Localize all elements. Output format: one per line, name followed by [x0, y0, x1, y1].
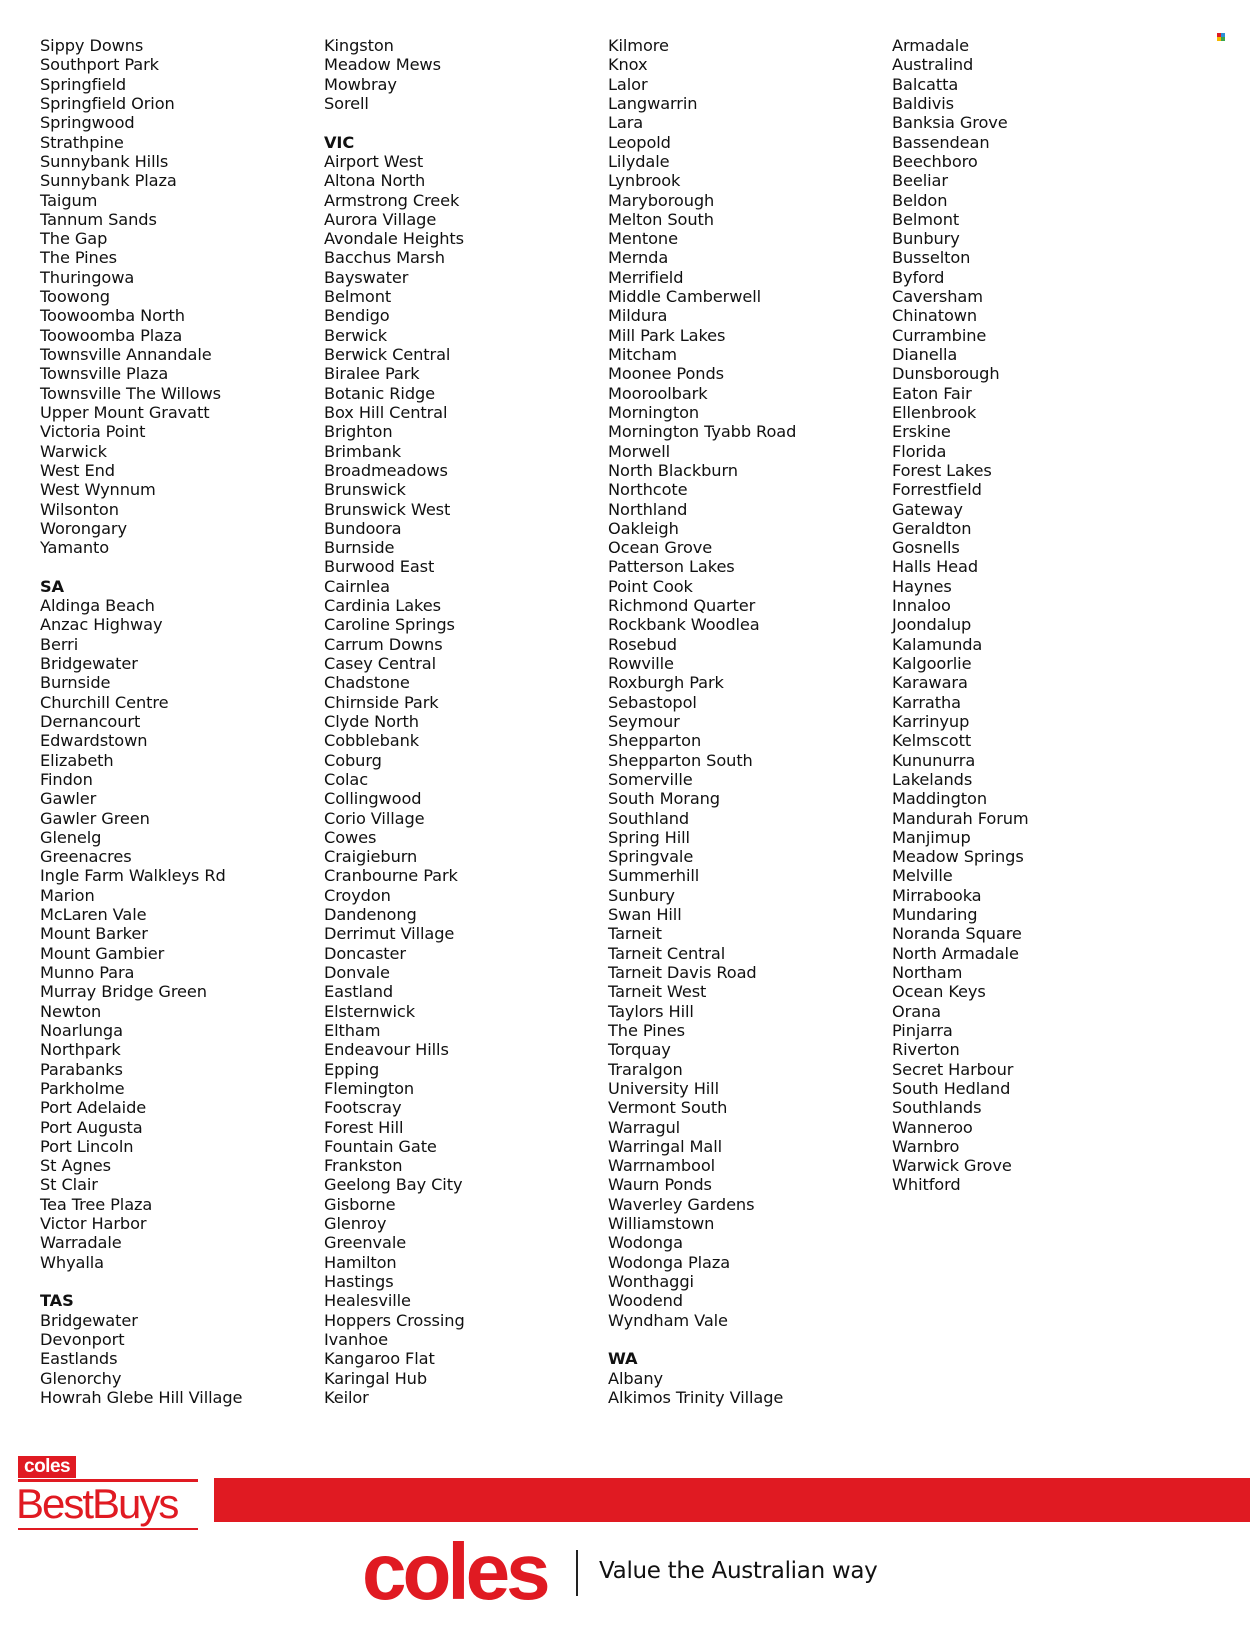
store-name: Hoppers Crossing: [324, 1310, 465, 1330]
store-name: Maddington: [892, 789, 987, 809]
store-name: Altona North: [324, 171, 426, 191]
store-name: West End: [40, 460, 115, 480]
store-name: Footscray: [324, 1098, 402, 1118]
store-name: Mornington: [608, 402, 700, 422]
store-column-4: [892, 36, 1182, 1195]
store-name: The Pines: [608, 1020, 685, 1040]
store-name: Meadow Springs: [892, 847, 1024, 867]
store-name: Churchill Centre: [40, 692, 169, 712]
store-column-2: [324, 36, 614, 1407]
store-name: Worongary: [40, 518, 127, 538]
store-name: Karawara: [892, 673, 968, 693]
store-name: Greenvale: [324, 1233, 407, 1253]
store-name: Keilor: [324, 1387, 369, 1407]
store-name: Noranda Square: [892, 924, 1022, 944]
store-name: Eaton Fair: [892, 383, 972, 403]
store-name: Cobblebank: [324, 731, 420, 751]
store-name: Williamstown: [608, 1214, 715, 1234]
store-name: Woodend: [608, 1291, 683, 1311]
store-name: Tarneit West: [608, 982, 707, 1002]
store-name: Bacchus Marsh: [324, 248, 445, 268]
store-name: Forrestfield: [892, 480, 982, 500]
store-name: Berwick: [324, 325, 388, 345]
store-name: Springwood: [40, 113, 135, 133]
section-spacer: [608, 1330, 898, 1349]
store-name: Sunnybank Plaza: [40, 171, 177, 191]
store-name: Karingal Hub: [324, 1368, 428, 1388]
store-name: Torquay: [608, 1040, 671, 1060]
store-name: Bunbury: [892, 229, 960, 249]
store-name: Endeavour Hills: [324, 1040, 449, 1060]
store-name: Broadmeadows: [324, 460, 448, 480]
store-name: Edwardstown: [40, 731, 148, 751]
store-name: Wanneroo: [892, 1117, 973, 1137]
store-name: Innaloo: [892, 596, 951, 616]
store-name: Melville: [892, 866, 953, 886]
store-name: Beldon: [892, 190, 948, 210]
store-name: Warringal Mall: [608, 1136, 722, 1156]
store-name: Murray Bridge Green: [40, 982, 207, 1002]
store-name: Kangaroo Flat: [324, 1349, 435, 1369]
store-name: Kingston: [324, 36, 394, 55]
store-name: Eastland: [324, 982, 394, 1002]
store-name: Glenelg: [40, 827, 102, 847]
store-name: Maryborough: [608, 190, 715, 210]
store-name: Tarneit: [608, 924, 662, 944]
store-name: Burwood East: [324, 557, 435, 577]
store-name: Mooroolbark: [608, 383, 708, 403]
store-name: South Morang: [608, 789, 720, 809]
store-name: Botanic Ridge: [324, 383, 436, 403]
store-name: Victor Harbor: [40, 1214, 147, 1234]
store-name: Waurn Ponds: [608, 1175, 712, 1195]
store-name: Casey Central: [324, 654, 436, 673]
store-name: Coburg: [324, 750, 382, 770]
store-name: Mitcham: [608, 345, 677, 364]
store-name: Dunsborough: [892, 364, 1000, 384]
store-name: Banksia Grove: [892, 113, 1008, 133]
store-name: Southport Park: [40, 55, 159, 75]
store-name: Cowes: [324, 827, 377, 847]
store-name: Carrum Downs: [324, 634, 443, 654]
store-name: Lilydale: [608, 151, 670, 171]
store-name: Caroline Springs: [324, 615, 455, 635]
store-name: Langwarrin: [608, 93, 698, 113]
store-name: Toowoomba North: [40, 306, 185, 326]
store-name: Belmont: [324, 287, 392, 307]
bestbuys-rule-bottom: [18, 1528, 198, 1530]
store-name: Craigieburn: [324, 847, 418, 867]
store-name: Busselton: [892, 248, 971, 268]
store-name: Townsville Annandale: [40, 345, 212, 364]
store-name: Mount Gambier: [40, 943, 165, 963]
store-name: Derrimut Village: [324, 924, 455, 944]
store-name: Mirrabooka: [892, 885, 982, 905]
store-name: Traralgon: [608, 1059, 683, 1079]
store-name: Bendigo: [324, 306, 390, 326]
store-name: Elizabeth: [40, 750, 114, 770]
store-name: Alkimos Trinity Village: [608, 1387, 784, 1407]
store-name: Lara: [608, 113, 644, 133]
tagline-divider: [576, 1550, 578, 1596]
store-name: Caversham: [892, 287, 983, 307]
store-name: Fountain Gate: [324, 1136, 437, 1156]
store-name: Patterson Lakes: [608, 557, 735, 577]
store-name: Parkholme: [40, 1078, 125, 1098]
store-name: Roxburgh Park: [608, 673, 724, 693]
store-name: Summerhill: [608, 866, 700, 886]
store-name: Kalamunda: [892, 634, 983, 654]
store-name: Chinatown: [892, 306, 978, 326]
store-column-1: [40, 36, 330, 1407]
store-name: Epping: [324, 1059, 380, 1079]
store-name: Mernda: [608, 248, 669, 268]
store-column-3: [608, 36, 898, 1407]
store-name: Currambine: [892, 325, 987, 345]
store-name: Berwick Central: [324, 345, 451, 364]
store-name: Gosnells: [892, 538, 960, 558]
store-name: Tannum Sands: [40, 209, 157, 229]
store-name: Sunbury: [608, 885, 675, 905]
store-name: Parabanks: [40, 1059, 123, 1079]
store-name: Northcote: [608, 480, 688, 500]
store-name: Munno Para: [40, 963, 135, 982]
store-name: Spring Hill: [608, 827, 690, 847]
store-name: Frankston: [324, 1156, 403, 1176]
state-heading: TAS: [40, 1291, 74, 1311]
store-name: Bridgewater: [40, 654, 138, 673]
store-name: Ellenbrook: [892, 402, 977, 422]
store-name: Warnbro: [892, 1136, 960, 1156]
store-name: Rosebud: [608, 634, 677, 654]
store-name: Karrinyup: [892, 711, 970, 731]
store-name: Sippy Downs: [40, 36, 144, 55]
store-name: Southland: [608, 808, 690, 828]
store-name: Kalgoorlie: [892, 654, 972, 673]
store-name: Vermont South: [608, 1098, 728, 1118]
store-name: Hastings: [324, 1272, 394, 1291]
store-name: Northpark: [40, 1040, 121, 1060]
store-name: Strathpine: [40, 132, 124, 152]
store-name: Dianella: [892, 345, 958, 364]
store-name: Eastlands: [40, 1349, 118, 1369]
store-name: Mundaring: [892, 905, 978, 925]
store-name: Springfield Orion: [40, 93, 175, 113]
store-name: Aurora Village: [324, 209, 437, 229]
store-name: Gawler Green: [40, 808, 150, 828]
store-name: Colac: [324, 769, 369, 789]
store-name: Springvale: [608, 847, 694, 867]
store-name: Warrnambool: [608, 1156, 716, 1176]
store-name: Pinjarra: [892, 1020, 953, 1040]
store-name: Leopold: [608, 132, 671, 152]
store-name: Geelong Bay City: [324, 1175, 463, 1195]
store-name: Middle Camberwell: [608, 287, 761, 307]
store-name: Mill Park Lakes: [608, 325, 726, 345]
store-name: Corio Village: [324, 808, 425, 828]
tagline: Value the Australian way: [599, 1558, 878, 1584]
store-name: Avondale Heights: [324, 229, 465, 249]
store-name: Port Augusta: [40, 1117, 143, 1137]
store-name: Toowoomba Plaza: [40, 325, 183, 345]
store-name: Sebastopol: [608, 692, 697, 712]
store-name: Manjimup: [892, 827, 971, 847]
store-name: Knox: [608, 55, 648, 75]
store-name: South Hedland: [892, 1078, 1011, 1098]
store-name: Kununurra: [892, 750, 976, 770]
store-name: Ocean Grove: [608, 538, 713, 558]
store-name: Glenroy: [324, 1214, 387, 1234]
store-name: Bridgewater: [40, 1310, 138, 1330]
store-name: Newton: [40, 1001, 102, 1021]
store-name: Erskine: [892, 422, 951, 442]
store-name: Donvale: [324, 963, 390, 982]
store-name: Meadow Mews: [324, 55, 441, 75]
store-name: Lakelands: [892, 769, 973, 789]
store-name: Noarlunga: [40, 1020, 123, 1040]
bestbuys-brand-badge: coles: [18, 1456, 76, 1478]
store-name: Dandenong: [324, 905, 417, 925]
store-name: Upper Mount Gravatt: [40, 402, 210, 422]
store-name: Airport West: [324, 151, 424, 171]
store-name: The Gap: [40, 229, 108, 249]
store-name: Taigum: [40, 190, 98, 210]
store-name: Morwell: [608, 441, 671, 461]
store-name: Warradale: [40, 1233, 122, 1253]
store-name: Kilmore: [608, 36, 669, 55]
store-name: Shepparton South: [608, 750, 753, 770]
store-name: Kelmscott: [892, 731, 972, 751]
store-name: University Hill: [608, 1078, 719, 1098]
store-name: McLaren Vale: [40, 905, 147, 925]
store-name: Flemington: [324, 1078, 415, 1098]
store-name: Gisborne: [324, 1194, 396, 1214]
section-spacer: [40, 1272, 330, 1291]
store-name: Cardinia Lakes: [324, 596, 441, 616]
store-name: Southlands: [892, 1098, 982, 1118]
store-name: West Wynnum: [40, 480, 156, 500]
store-name: Rockbank Woodlea: [608, 615, 760, 635]
store-name: Oakleigh: [608, 518, 679, 538]
store-name: Townsville The Willows: [40, 383, 221, 403]
store-name: Biralee Park: [324, 364, 420, 384]
store-name: Balcatta: [892, 74, 959, 94]
store-name: Wyndham Vale: [608, 1310, 728, 1330]
store-name: Orana: [892, 1001, 941, 1021]
store-name: Ivanhoe: [324, 1329, 388, 1349]
store-name: Anzac Highway: [40, 615, 163, 635]
store-name: Brunswick West: [324, 499, 451, 519]
store-name: Wodonga: [608, 1233, 683, 1253]
store-name: Rowville: [608, 654, 674, 673]
store-name: Beechboro: [892, 151, 978, 171]
store-name: Belmont: [892, 209, 960, 229]
state-heading: SA: [40, 576, 64, 596]
store-name: Gateway: [892, 499, 963, 519]
store-name: Eltham: [324, 1020, 381, 1040]
store-name: Warwick Grove: [892, 1156, 1012, 1176]
store-name: Merrifield: [608, 267, 684, 287]
store-name: Glenorchy: [40, 1368, 122, 1388]
store-name: Warwick: [40, 441, 107, 461]
store-name: Swan Hill: [608, 905, 682, 925]
store-name: Whitford: [892, 1175, 961, 1195]
store-name: Forest Lakes: [892, 460, 992, 480]
bestbuys-title: BestBuys: [16, 1480, 178, 1527]
store-name: Taylors Hill: [608, 1001, 694, 1021]
store-name: Greenacres: [40, 847, 132, 867]
store-name: Healesville: [324, 1291, 411, 1311]
store-name: Melton South: [608, 209, 714, 229]
store-name: Cairnlea: [324, 576, 390, 596]
store-name: Marion: [40, 885, 95, 905]
store-name: St Agnes: [40, 1156, 111, 1176]
store-name: Byford: [892, 267, 945, 287]
store-name: Tarneit Davis Road: [608, 963, 757, 982]
store-name: Australind: [892, 55, 974, 75]
store-name: The Pines: [40, 248, 117, 268]
store-name: Dernancourt: [40, 711, 141, 731]
store-name: Croydon: [324, 885, 391, 905]
store-name: Cranbourne Park: [324, 866, 458, 886]
red-banner-band: [214, 1478, 1250, 1522]
store-name: Somerville: [608, 769, 693, 789]
state-heading: VIC: [324, 132, 355, 152]
store-name: Burnside: [40, 673, 111, 693]
store-name: St Clair: [40, 1175, 98, 1195]
store-name: Northam: [892, 963, 963, 982]
store-name: Sorell: [324, 93, 369, 113]
state-heading: WA: [608, 1349, 638, 1369]
store-name: North Blackburn: [608, 460, 738, 480]
store-name: Joondalup: [892, 615, 972, 635]
store-name: Chirnside Park: [324, 692, 439, 712]
store-name: Sunnybank Hills: [40, 151, 169, 171]
store-name: Brunswick: [324, 480, 406, 500]
store-name: Aldinga Beach: [40, 596, 155, 616]
store-name: Mowbray: [324, 74, 397, 94]
section-spacer: [324, 113, 614, 132]
store-name: Box Hill Central: [324, 402, 448, 422]
store-name: Armstrong Creek: [324, 190, 460, 210]
store-name: Northland: [608, 499, 688, 519]
store-name: Seymour: [608, 711, 680, 731]
store-name: Brimbank: [324, 441, 402, 461]
store-name: Townsville Plaza: [40, 364, 169, 384]
store-name: Waverley Gardens: [608, 1194, 755, 1214]
store-name: Doncaster: [324, 943, 406, 963]
store-name: Geraldton: [892, 518, 972, 538]
store-name: Tarneit Central: [608, 943, 726, 963]
store-name: Armadale: [892, 36, 969, 55]
store-name: Ocean Keys: [892, 982, 986, 1002]
store-name: Hamilton: [324, 1252, 397, 1272]
store-name: Wodonga Plaza: [608, 1252, 731, 1272]
store-name: Lynbrook: [608, 171, 681, 191]
coles-logo: coles: [362, 1527, 547, 1616]
store-name: Albany: [608, 1368, 664, 1388]
store-name: Springfield: [40, 74, 127, 94]
store-name: Mildura: [608, 306, 668, 326]
store-name: Yamanto: [40, 538, 110, 558]
store-name: Chadstone: [324, 673, 410, 693]
store-name: Clyde North: [324, 711, 419, 731]
store-name: Whyalla: [40, 1252, 104, 1272]
store-name: Lalor: [608, 74, 648, 94]
store-name: Beeliar: [892, 171, 948, 191]
store-name: Secret Harbour: [892, 1059, 1014, 1079]
store-name: Gawler: [40, 789, 97, 809]
footer-banner: [0, 1440, 1250, 1637]
store-name: Bayswater: [324, 267, 409, 287]
store-name: Karratha: [892, 692, 961, 712]
store-name: Warragul: [608, 1117, 681, 1137]
store-name: Forest Hill: [324, 1117, 404, 1137]
store-name: Port Lincoln: [40, 1136, 134, 1156]
store-name: Thuringowa: [40, 267, 135, 287]
store-name: Wilsonton: [40, 499, 119, 519]
store-name: Mandurah Forum: [892, 808, 1029, 828]
store-name: North Armadale: [892, 943, 1019, 963]
store-name: Bundoora: [324, 518, 402, 538]
bestbuys-logo: [18, 1456, 203, 1536]
section-spacer: [40, 557, 330, 576]
store-name: Moonee Ponds: [608, 364, 724, 384]
store-name: Berri: [40, 634, 79, 654]
store-name: Wonthaggi: [608, 1272, 694, 1291]
store-name: Howrah Glebe Hill Village: [40, 1387, 243, 1407]
store-name: Point Cook: [608, 576, 693, 596]
store-name: Tea Tree Plaza: [40, 1194, 153, 1214]
store-name: Baldivis: [892, 93, 955, 113]
store-name: Mornington Tyabb Road: [608, 422, 797, 442]
store-name: Elsternwick: [324, 1001, 416, 1021]
store-name: Haynes: [892, 576, 952, 596]
store-name: Halls Head: [892, 557, 978, 577]
store-name: Victoria Point: [40, 422, 146, 442]
store-name: Burnside: [324, 538, 395, 558]
store-name: Mount Barker: [40, 924, 148, 944]
store-name: Brighton: [324, 422, 393, 442]
store-name: Bassendean: [892, 132, 990, 152]
store-name: Riverton: [892, 1040, 960, 1060]
store-name: Collingwood: [324, 789, 422, 809]
store-name: Shepparton: [608, 731, 702, 751]
store-name: Findon: [40, 769, 93, 789]
store-name: Florida: [892, 441, 947, 461]
store-name: Mentone: [608, 229, 678, 249]
store-name: Ingle Farm Walkleys Rd: [40, 866, 226, 886]
store-name: Richmond Quarter: [608, 596, 756, 616]
store-name: Toowong: [40, 287, 110, 307]
store-name: Devonport: [40, 1329, 125, 1349]
store-name: Port Adelaide: [40, 1098, 147, 1118]
